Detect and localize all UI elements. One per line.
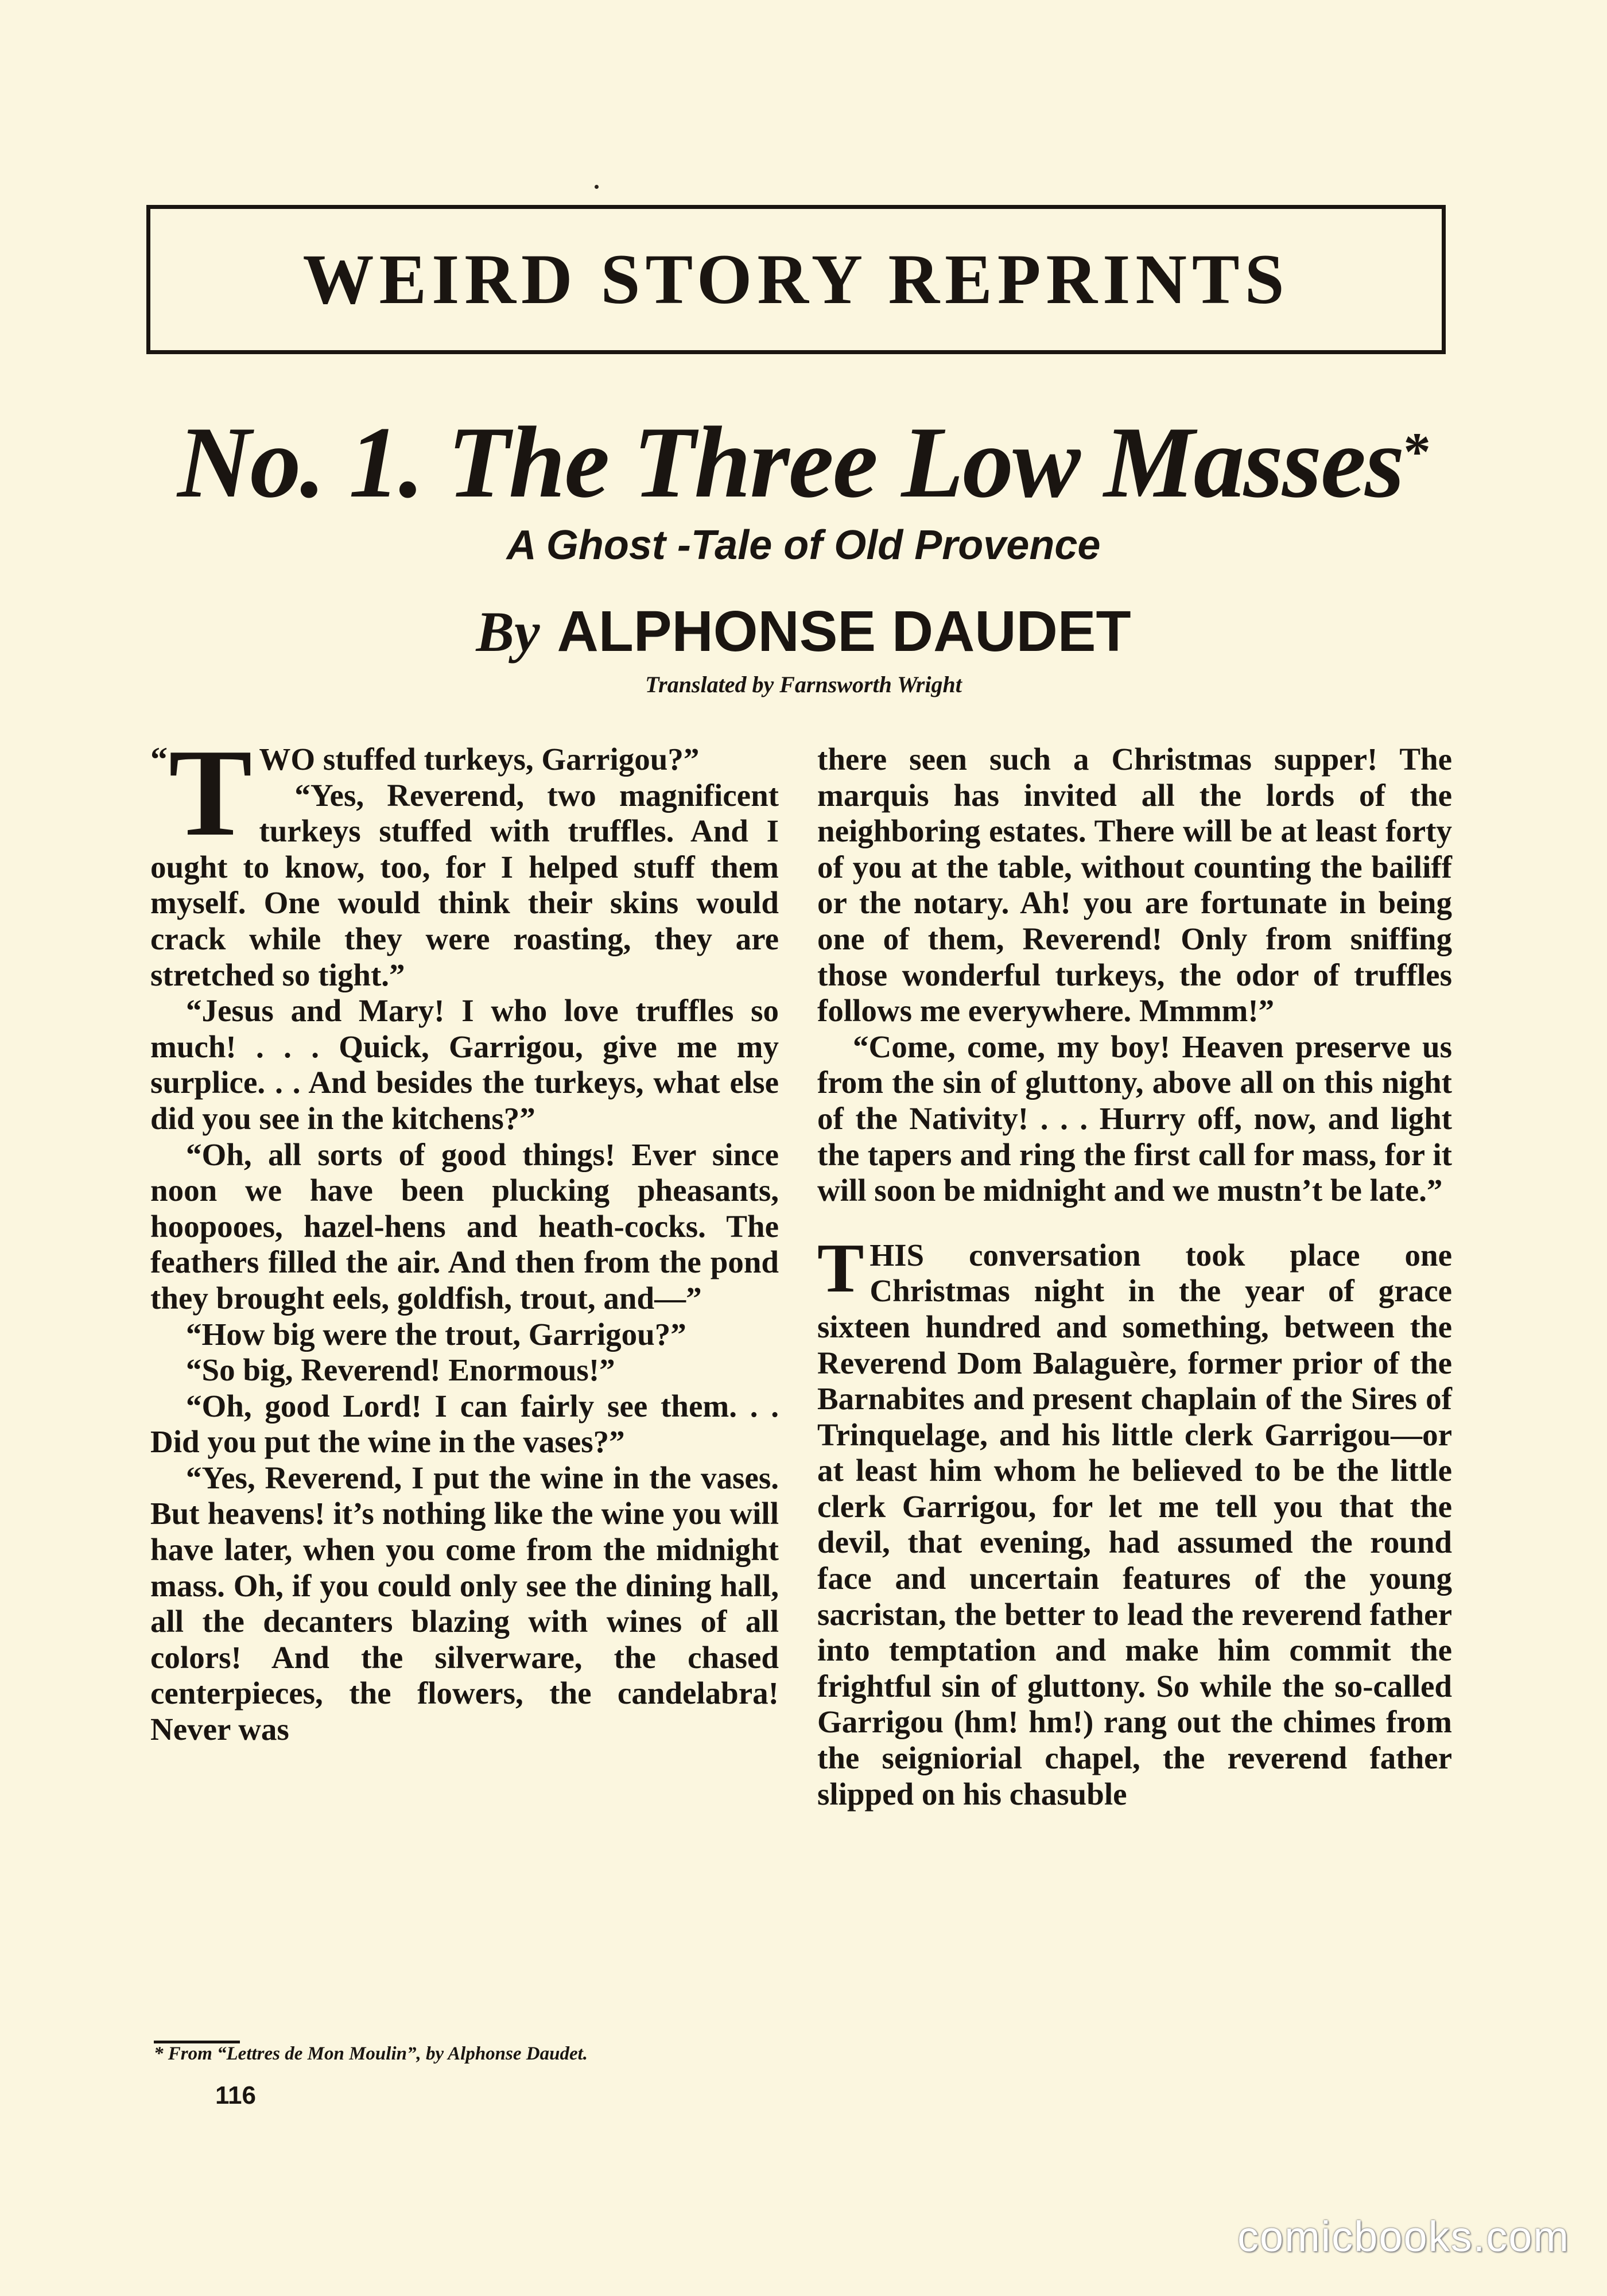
paragraph xyxy=(817,1229,1453,1813)
paragraph: “Yes, Reverend, I put the wine in the vases. But heavens! it’s nothing like the wine you will have later, when you come from the midnight mass. Oh, if you could only see the dining hall, all the decanters blazing with wines of all colors! And the silverware, the chased centerpieces, the flowers, the candelabra! Never was xyxy=(150,1460,779,1747)
paragraph: “Oh, all sorts of good things! Ever since noon we have been plucking pheasants, hoopooes, hazel-hens and heath-cocks. The feathers filled the air. And then from the pond they brought eels, goldfish, trout, and—” xyxy=(150,1137,779,1316)
paragraph: “So big, Reverend! Enormous!” xyxy=(186,1352,615,1388)
paragraph: “How big were the trout, Garrigou?” xyxy=(186,1316,686,1352)
story-subtitle: A Ghost -Tale of Old Provence xyxy=(506,522,1101,568)
footnote-mark: * xyxy=(1403,421,1430,482)
translator-credit: Translated by Farnsworth Wright xyxy=(645,672,962,697)
watermark: comicbooks.com xyxy=(1237,2213,1570,2260)
author-name: ALPHONSE DAUDET xyxy=(557,599,1131,664)
ink-speck xyxy=(595,185,599,189)
paragraph: “Come, come, my boy! Heaven preserve us from the sin of gluttony, above all on this night of the Nativity! . . . Hurry off, now, and light the tapers and ring the first call for mass, for it will soon be midnight and we mustn’t be late.” xyxy=(817,1029,1452,1208)
footnote: * From “Lettres de Mon Moulin”, by Alphonse Daudet. xyxy=(154,2043,588,2064)
drop-cap: T xyxy=(817,1229,864,1307)
section-header-label: WEIRD STORY REPRINTS xyxy=(302,240,1290,319)
paragraph: there seen such a Christmas supper! The marquis has invited all the lords of the neighboring estates. There will be at least forty of you at the table, without counting the bailiff or the notary. Ah! you are fortunate in being one of them, Reverend! Only from sniffing those wonderful turkeys, the odor of truffles follows me everywhere. Mmmm!” xyxy=(817,742,1452,1029)
byline xyxy=(0,597,1607,666)
opening-quote: “ xyxy=(150,740,168,778)
section-header-box xyxy=(146,205,1446,354)
right-column xyxy=(817,742,1452,1812)
left-column xyxy=(150,724,779,1748)
story-title-text: No. 1. The Three Low Masses xyxy=(177,405,1404,519)
paragraph: “Oh, good Lord! I can fairly see them. . . Did you put the wine in the vases?” xyxy=(150,1388,779,1460)
paragraph-text: conversation took place one Christmas night in the year of grace sixteen hundred and something, between the Reverend Dom Balaguère, former prior of the Barnabites and present chaplain of the Sires of Trinquelage, and his little clerk Garrigou—or at least him whom he believed to be the little clerk Garrigou, for let me tell you that the devil, that evening, had assumed the round face and uncertain features of the young sacristan, the better to lead the reverend father into temptation and make him commit the frightful sin of gluttony. So while the so-called Garrigou (hm! hm!) rang out the chimes from the seigniorial chapel, the reverend father slipped on his chasuble xyxy=(817,1237,1453,1812)
drop-cap-continuation: HIS xyxy=(870,1237,925,1273)
paragraph xyxy=(150,724,779,862)
paragraph: “Yes, Reverend, two magnificent turkeys stuffed with truffles. And I ought to know, too, for I helped stuff them myself. One would think their skins would crack while they were roasting, they are stretched so tight.” xyxy=(150,777,779,992)
byline-prefix: By xyxy=(476,600,540,664)
story-title xyxy=(149,405,1458,519)
paragraph: “Jesus and Mary! I who love truffles so much! . . . Quick, Garrigou, give me my surplice. . . And besides the turkeys, what else did you see in the kitchens?” xyxy=(150,993,779,1136)
page-number: 116 xyxy=(215,2081,256,2109)
drop-cap: T xyxy=(169,724,253,862)
paragraph-text: WO stuffed turkeys, Garrigou?” xyxy=(259,742,700,777)
